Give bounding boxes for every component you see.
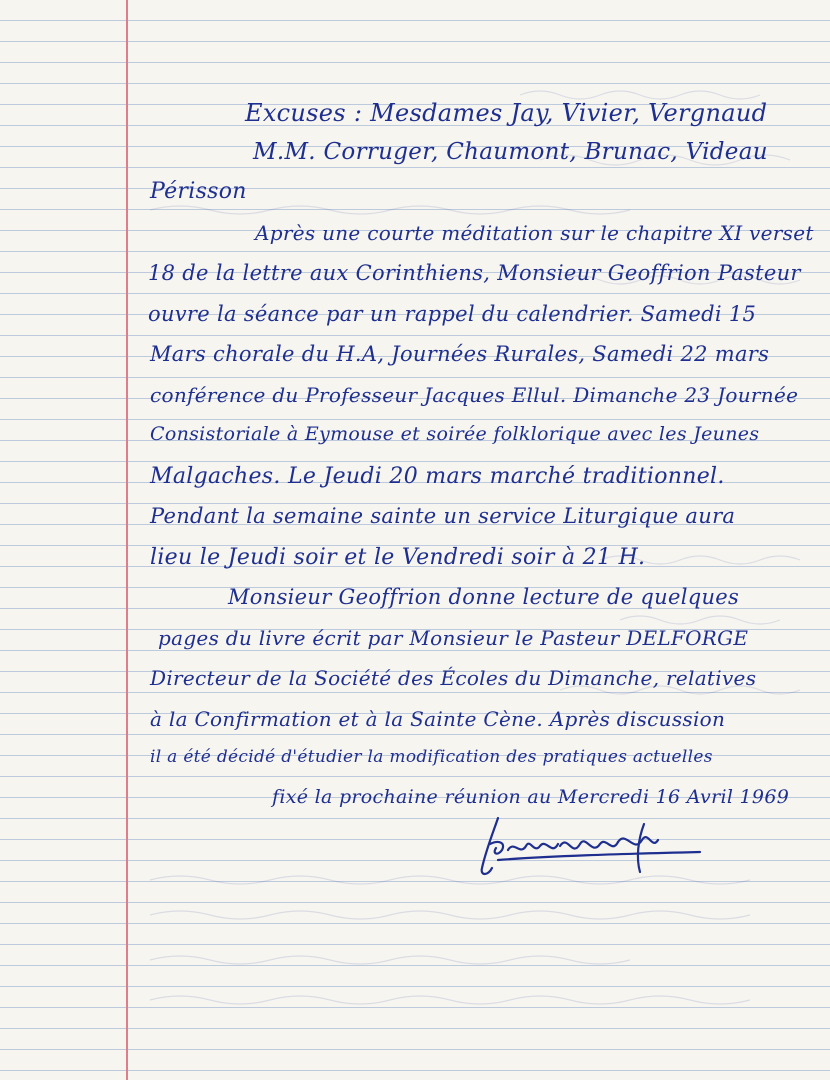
minutes-line-15: fixé la prochaine réunion au Mercredi 16 Avril 1969	[272, 786, 790, 808]
minutes-line-9: lieu le Jeudi soir et le Vendredi soir à 21 H.	[150, 545, 646, 570]
minutes-line-11: pages du livre écrit par Monsieur le Pasteur DELFORGE	[158, 626, 749, 650]
minutes-line-13: à la Confirmation et à la Sainte Cène. Après discussion	[150, 707, 726, 731]
minutes-line-3: ouvre la séance par un rappel du calendrier. Samedi 15	[148, 302, 757, 326]
minutes-line-8: Pendant la semaine sainte un service Liturgique aura	[150, 504, 736, 528]
minutes-line-10: Monsieur Geoffrion donne lecture de quelques	[228, 585, 740, 609]
excuses-line-2: M.M. Corruger, Chaumont, Brunac, Videau	[253, 139, 768, 165]
minutes-line-7: Malgaches. Le Jeudi 20 mars marché traditionnel.	[150, 464, 725, 489]
minutes-line-5: conférence du Professeur Jacques Ellul. Dimanche 23 Journée	[150, 383, 799, 407]
excuses-line-3: Périsson	[150, 179, 247, 204]
signature	[468, 810, 708, 882]
minutes-line-6: Consistoriale à Eymouse et soirée folklorique avec les Jeunes	[150, 423, 760, 445]
minutes-line-12: Directeur de la Société des Écoles du Dimanche, relatives	[150, 666, 757, 690]
minutes-line-2: 18 de la lettre aux Corinthiens, Monsieur Geoffrion Pasteur	[148, 261, 801, 285]
excuses-line-1: Excuses : Mesdames Jay, Vivier, Vergnaud	[245, 99, 768, 127]
minutes-line-4: Mars chorale du H.A, Journées Rurales, Samedi 22 mars	[150, 342, 770, 366]
minutes-line-14: il a été décidé d'étudier la modification des pratiques actuelles	[150, 747, 713, 767]
minutes-line-1: Après une courte méditation sur le chapitre XI verset	[255, 221, 814, 245]
